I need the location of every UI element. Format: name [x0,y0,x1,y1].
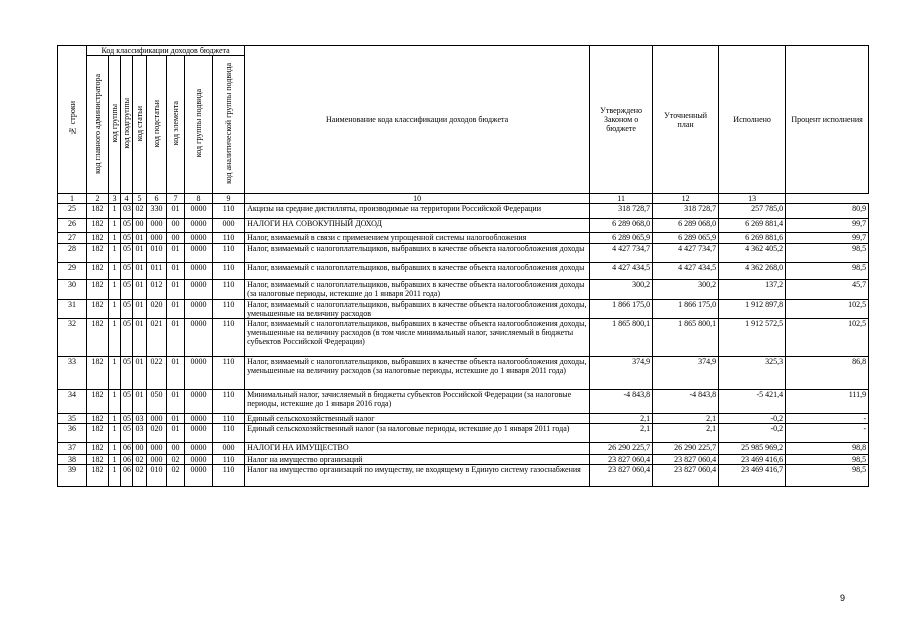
cell-admin: 182 [87,280,109,300]
header-analytic-code: код аналитической группы подвида [213,56,245,194]
cell-sub: 05 [121,414,133,424]
cell-name: Минимальный налог, зачисляемый в бюджеты субъектов Российской Федерации (за налоговые периоды, истекшие до 1 января 2016 года) [245,390,590,414]
cell-art: 01 [133,244,147,263]
table-row [58,263,869,280]
cell-sub: 05 [121,219,133,233]
cell-el: 02 [167,465,185,487]
budget-revenue-table [57,45,869,487]
cell-admin: 182 [87,300,109,319]
cell-an: 110 [213,414,245,424]
cell-name: Налог, взимаемый с налогоплательщиков, выбравших в качестве объекта налогообложения доходы (за налоговые периоды, истекшие до 1 января 2011 года) [245,280,590,300]
cell-grp: 1 [109,233,121,244]
cell-el: 01 [167,414,185,424]
cell-an: 110 [213,455,245,465]
cell-an: 110 [213,204,245,219]
cell-an: 000 [213,219,245,233]
cell-an: 110 [213,465,245,487]
header-row-number: № строки [58,46,87,194]
cell-subart: 050 [147,390,167,414]
cell-admin: 182 [87,357,109,390]
column-number: 2 [87,194,109,204]
column-number: 13 [719,194,786,204]
cell-subart: 010 [147,244,167,263]
cell-grp: 1 [109,424,121,443]
column-number: 12 [653,194,719,204]
cell-approved: 300,2 [590,280,653,300]
cell-name: Единый сельскохозяйственный налог [245,414,590,424]
table-row [58,233,869,244]
cell-name: Единый сельскохозяйственный налог (за налоговые периоды, истекшие до 1 января 2011 года) [245,424,590,443]
column-number: 5 [133,194,147,204]
cell-prog: 0000 [185,263,213,280]
cell-approved: 4 427 434,5 [590,263,653,280]
cell-percent: - [786,414,869,424]
cell-grp: 1 [109,280,121,300]
cell-grp: 1 [109,319,121,357]
cell-art: 01 [133,319,147,357]
cell-subart: 020 [147,300,167,319]
cell-grp: 1 [109,204,121,219]
cell-sub: 05 [121,280,133,300]
cell-plan: 23 827 060,4 [653,465,719,487]
cell-executed: 137,2 [719,280,786,300]
cell-an: 110 [213,233,245,244]
column-number: 9 [213,194,245,204]
cell-plan: 1 865 800,1 [653,319,719,357]
cell-an: 110 [213,319,245,357]
cell-plan: 26 290 225,7 [653,443,719,455]
cell-grp: 1 [109,263,121,280]
cell-no: 35 [58,414,87,424]
cell-admin: 182 [87,390,109,414]
cell-approved: -4 843,8 [590,390,653,414]
table-row [58,443,869,455]
cell-art: 01 [133,263,147,280]
cell-subart: 000 [147,455,167,465]
cell-el: 01 [167,424,185,443]
cell-prog: 0000 [185,244,213,263]
cell-sub: 05 [121,390,133,414]
cell-name: Налог, взимаемый в связи с применением упрощенной системы налогообложения [245,233,590,244]
cell-no: 28 [58,244,87,263]
cell-percent: 99,7 [786,219,869,233]
cell-percent: 111,9 [786,390,869,414]
header-article-code: код статьи [133,56,147,194]
cell-admin: 182 [87,263,109,280]
header-subgroup-code: код подгруппы [121,56,133,194]
header-classification-group: Код классификации доходов бюджета [87,46,245,56]
column-number: 1 [58,194,87,204]
cell-plan: 2,1 [653,424,719,443]
table-row [58,357,869,390]
cell-percent: 99,7 [786,233,869,244]
table-body [58,204,869,487]
cell-an: 110 [213,300,245,319]
table-row [58,219,869,233]
cell-admin: 182 [87,319,109,357]
header-group-code: код группы [109,56,121,194]
cell-el: 01 [167,390,185,414]
table-row [58,455,869,465]
cell-prog: 0000 [185,357,213,390]
cell-el: 01 [167,244,185,263]
cell-no: 25 [58,204,87,219]
cell-percent: 102,5 [786,300,869,319]
cell-executed: 25 985 969,2 [719,443,786,455]
cell-approved: 1 866 175,0 [590,300,653,319]
cell-art: 00 [133,219,147,233]
cell-an: 110 [213,424,245,443]
cell-percent: 98,5 [786,263,869,280]
cell-approved: 23 827 060,4 [590,455,653,465]
cell-admin: 182 [87,233,109,244]
cell-percent: - [786,424,869,443]
cell-executed: 4 362 268,0 [719,263,786,280]
cell-plan: 318 728,7 [653,204,719,219]
cell-grp: 1 [109,244,121,263]
cell-subart: 330 [147,204,167,219]
cell-no: 31 [58,300,87,319]
cell-executed: 6 269 881,4 [719,219,786,233]
cell-no: 37 [58,443,87,455]
table-row [58,414,869,424]
cell-art: 03 [133,414,147,424]
cell-executed: 1 912 897,8 [719,300,786,319]
cell-plan: 23 827 060,4 [653,455,719,465]
cell-subart: 012 [147,280,167,300]
cell-grp: 1 [109,357,121,390]
cell-executed: 1 912 572,5 [719,319,786,357]
cell-art: 01 [133,300,147,319]
cell-approved: 4 427 734,7 [590,244,653,263]
cell-admin: 182 [87,455,109,465]
table-row [58,319,869,357]
cell-grp: 1 [109,465,121,487]
cell-no: 39 [58,465,87,487]
cell-plan: 4 427 434,5 [653,263,719,280]
cell-percent: 98,5 [786,455,869,465]
cell-sub: 03 [121,204,133,219]
cell-name: Налог, взимаемый с налогоплательщиков, выбравших в качестве объекта налогообложения доходы [245,263,590,280]
cell-an: 000 [213,443,245,455]
cell-percent: 102,5 [786,319,869,357]
cell-prog: 0000 [185,390,213,414]
cell-admin: 182 [87,204,109,219]
column-number-row [58,194,869,204]
cell-admin: 182 [87,219,109,233]
column-number: 11 [590,194,653,204]
cell-grp: 1 [109,219,121,233]
cell-approved: 374,9 [590,357,653,390]
header-percent: Процент исполнения [786,46,869,194]
cell-no: 34 [58,390,87,414]
cell-name: Налог, взимаемый с налогоплательщиков, выбравших в качестве объекта налогообложения доходы [245,244,590,263]
cell-prog: 0000 [185,424,213,443]
column-number: 10 [245,194,590,204]
cell-subart: 000 [147,443,167,455]
cell-executed: 325,3 [719,357,786,390]
cell-approved: 6 289 068,0 [590,219,653,233]
table-row [58,465,869,487]
cell-art: 02 [133,204,147,219]
cell-an: 110 [213,244,245,263]
cell-sub: 05 [121,300,133,319]
cell-prog: 0000 [185,280,213,300]
cell-an: 110 [213,357,245,390]
cell-name: НАЛОГИ НА СОВОКУПНЫЙ ДОХОД [245,219,590,233]
cell-grp: 1 [109,455,121,465]
cell-sub: 05 [121,357,133,390]
cell-executed: -0,2 [719,424,786,443]
cell-executed: 23 469 416,6 [719,455,786,465]
cell-art: 01 [133,357,147,390]
cell-prog: 0000 [185,414,213,424]
cell-approved: 23 827 060,4 [590,465,653,487]
cell-no: 26 [58,219,87,233]
cell-grp: 1 [109,300,121,319]
cell-el: 00 [167,233,185,244]
cell-el: 00 [167,219,185,233]
cell-no: 29 [58,263,87,280]
cell-sub: 06 [121,443,133,455]
cell-executed: 23 469 416,7 [719,465,786,487]
cell-subart: 011 [147,263,167,280]
column-number: 4 [121,194,133,204]
cell-art: 01 [133,233,147,244]
cell-admin: 182 [87,414,109,424]
cell-el: 01 [167,263,185,280]
cell-sub: 05 [121,263,133,280]
cell-sub: 05 [121,424,133,443]
cell-art: 02 [133,455,147,465]
header-executed: Исполнено [719,46,786,194]
cell-prog: 0000 [185,443,213,455]
cell-subart: 022 [147,357,167,390]
cell-approved: 318 728,7 [590,204,653,219]
cell-el: 00 [167,443,185,455]
header-admin-code: код главного администратора [87,56,109,194]
table-row [58,424,869,443]
cell-prog: 0000 [185,219,213,233]
cell-percent: 98,8 [786,443,869,455]
cell-art: 01 [133,390,147,414]
cell-art: 02 [133,465,147,487]
cell-an: 110 [213,390,245,414]
cell-admin: 182 [87,424,109,443]
header-plan: Уточненный план [653,46,719,194]
cell-art: 03 [133,424,147,443]
cell-plan: 1 866 175,0 [653,300,719,319]
cell-el: 01 [167,300,185,319]
cell-prog: 0000 [185,233,213,244]
cell-executed: -0,2 [719,414,786,424]
cell-admin: 182 [87,443,109,455]
cell-percent: 86,8 [786,357,869,390]
page-number: 9 [840,593,846,603]
cell-name: Налог на имущество организаций по имуществу, не входящему в Единую систему газоснабжения [245,465,590,487]
cell-approved: 1 865 800,1 [590,319,653,357]
cell-plan: -4 843,8 [653,390,719,414]
cell-name: Налог, взимаемый с налогоплательщиков, выбравших в качестве объекта налогообложения доходы, уменьшенные на величину расходов (за налоговые периоды, истекшие до 1 января 2011 года) [245,357,590,390]
cell-sub: 06 [121,455,133,465]
cell-name: Акцизы на средние дистилляты, производимые на территории Российской Федерации [245,204,590,219]
cell-plan: 6 289 065,9 [653,233,719,244]
cell-grp: 1 [109,443,121,455]
cell-no: 27 [58,233,87,244]
cell-approved: 26 290 225,7 [590,443,653,455]
cell-prog: 0000 [185,300,213,319]
cell-name: Налог на имущество организаций [245,455,590,465]
table-row [58,280,869,300]
header-approved: Утверждено Законом о бюджете [590,46,653,194]
cell-approved: 2,1 [590,414,653,424]
cell-subart: 000 [147,233,167,244]
cell-el: 01 [167,319,185,357]
table-row [58,300,869,319]
cell-sub: 05 [121,233,133,244]
cell-approved: 2,1 [590,424,653,443]
header-subarticle-code: код подстатьи [147,56,167,194]
cell-plan: 300,2 [653,280,719,300]
cell-el: 01 [167,280,185,300]
cell-name: Налог, взимаемый с налогоплательщиков, выбравших в качестве объекта налогообложения доходы, уменьшенные на величину расходов [245,300,590,319]
cell-subart: 000 [147,414,167,424]
cell-plan: 6 289 068,0 [653,219,719,233]
cell-subart: 020 [147,424,167,443]
cell-prog: 0000 [185,204,213,219]
cell-admin: 182 [87,244,109,263]
header-program-code: код группы подвида [185,56,213,194]
cell-sub: 06 [121,465,133,487]
header-name: Наименование кода классификации доходов бюджета [245,46,590,194]
cell-percent: 98,5 [786,244,869,263]
cell-prog: 0000 [185,465,213,487]
cell-sub: 05 [121,244,133,263]
cell-el: 02 [167,455,185,465]
cell-executed: 257 785,0 [719,204,786,219]
cell-grp: 1 [109,390,121,414]
header-element-code: код элемента [167,56,185,194]
cell-percent: 98,5 [786,465,869,487]
column-number: 7 [167,194,185,204]
cell-no: 30 [58,280,87,300]
cell-el: 01 [167,204,185,219]
cell-name: НАЛОГИ НА ИМУЩЕСТВО [245,443,590,455]
cell-prog: 0000 [185,455,213,465]
cell-sub: 05 [121,319,133,357]
cell-executed: 6 269 881,6 [719,233,786,244]
cell-prog: 0000 [185,319,213,357]
cell-subart: 000 [147,219,167,233]
column-number: 6 [147,194,167,204]
cell-an: 110 [213,280,245,300]
cell-el: 01 [167,357,185,390]
cell-plan: 374,9 [653,357,719,390]
cell-no: 33 [58,357,87,390]
column-number: 8 [185,194,213,204]
cell-no: 36 [58,424,87,443]
table-row [58,204,869,219]
cell-executed: -5 421,4 [719,390,786,414]
cell-grp: 1 [109,414,121,424]
cell-art: 00 [133,443,147,455]
cell-plan: 2,1 [653,414,719,424]
cell-subart: 021 [147,319,167,357]
cell-percent: 45,7 [786,280,869,300]
cell-approved: 6 289 065,9 [590,233,653,244]
column-number: 3 [109,194,121,204]
table-row [58,390,869,414]
cell-executed: 4 362 405,2 [719,244,786,263]
cell-no: 32 [58,319,87,357]
cell-plan: 4 427 734,7 [653,244,719,263]
cell-art: 01 [133,280,147,300]
table-row [58,244,869,263]
cell-name: Налог, взимаемый с налогоплательщиков, выбравших в качестве объекта налогообложения доходы, уменьшенные на величину расходов (в том числе минимальный налог, зачисляемый в бюджеты субъектов Российской Федерации) [245,319,590,357]
cell-admin: 182 [87,465,109,487]
cell-subart: 010 [147,465,167,487]
cell-an: 110 [213,263,245,280]
cell-percent: 80,9 [786,204,869,219]
cell-no: 38 [58,455,87,465]
